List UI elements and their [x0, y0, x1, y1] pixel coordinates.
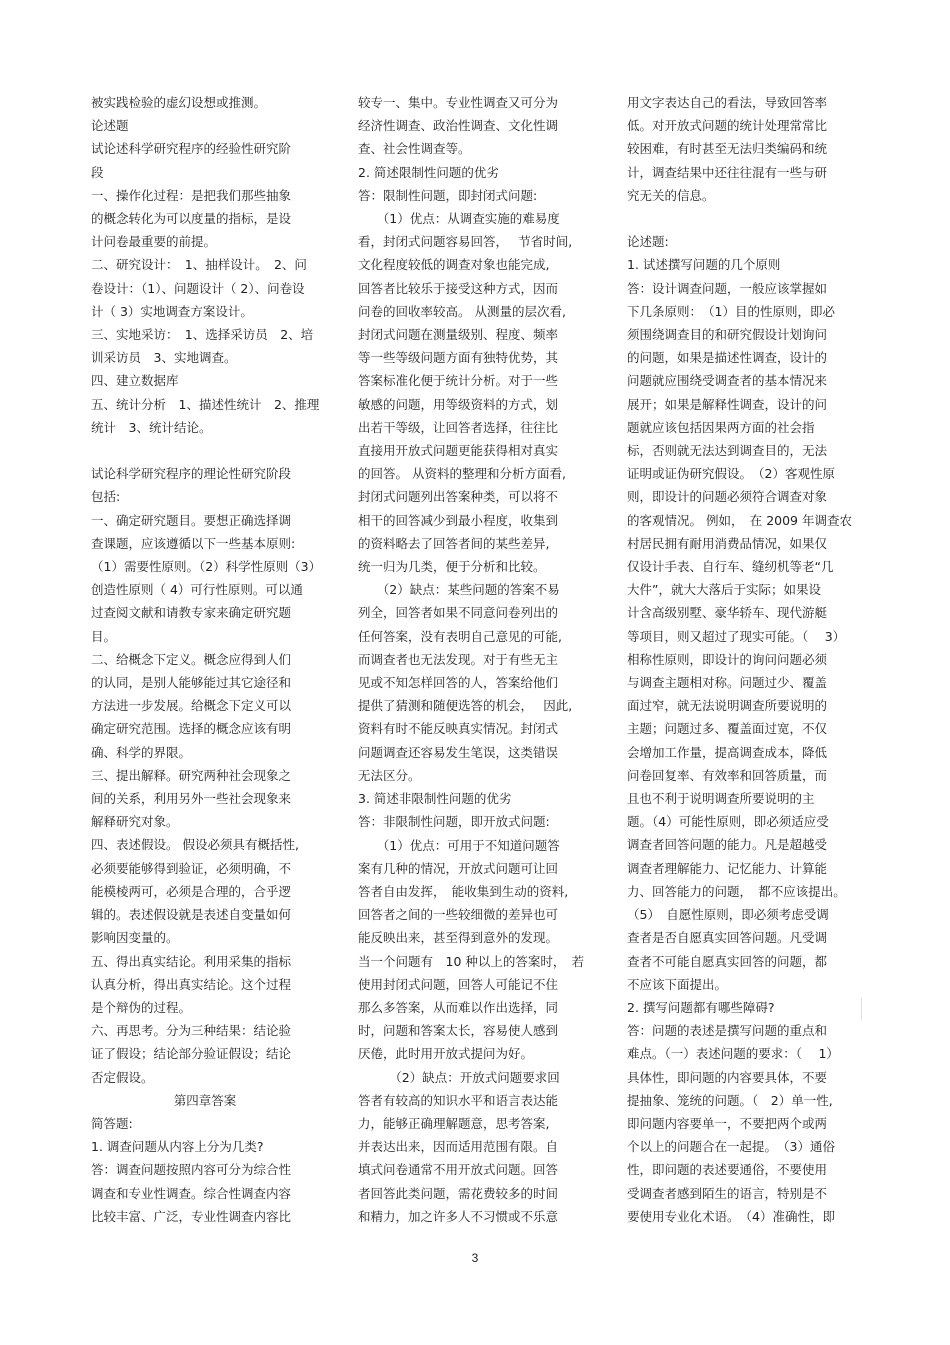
text-line: 方法进一步发展。给概念下定义可以 — [91, 698, 292, 714]
text-line: 主题；问题过多、覆盖面过宽，不仅 — [627, 721, 828, 737]
text-line: 创造性原则（ 4）可行性原则。可以通 — [91, 582, 303, 598]
text-line: 相干的回答减少到最小程度，收集到 — [358, 512, 559, 528]
text-line: 统计 3、统计结论。 — [91, 419, 212, 435]
text-line: 用文字表达自己的看法，导致回答率 — [627, 95, 828, 110]
text-line: 答：调查问题按照内容可分为综合性 — [91, 1162, 292, 1178]
text-line — [627, 207, 861, 230]
text-line: 敏感的问题，用等级资料的方式，划 — [358, 396, 559, 412]
text-line: 看，封闭式问题容易回答， 节省时间, — [358, 234, 573, 250]
text-line: 个以上的问题合在一起提。 （3）通俗 — [627, 1139, 835, 1155]
text-line: 调查者回答问题的能力。凡是超越受 — [627, 837, 828, 853]
text-line: 影响因变量的。 — [91, 930, 179, 946]
text-line: 低。对开放式问题的统计处理常常比 — [627, 118, 828, 134]
text-line: 问题调查还容易发生笔误，这类错误 — [358, 744, 559, 760]
text-line: 封闭式问题在测量级别、程度、频率 — [358, 327, 559, 343]
text-line: 答：问题的表述是撰写问题的重点和 — [627, 1023, 828, 1039]
text-line: （1）优点：可用于不知道问题答 — [358, 837, 560, 853]
text-line: 要使用专业化术语。 （4）准确性，即 — [627, 1208, 835, 1224]
text-line: 卷设计：（1）、问题设计（ 2）、问卷设 — [91, 280, 305, 296]
text-line: 任何答案，没有表明自己意见的可能, — [358, 628, 562, 644]
text-line: 证了假设；结论部分验证假设；结论 — [91, 1046, 292, 1062]
text-line: 四、表述假设。 假设必须具有概括性, — [91, 837, 299, 853]
text-line: 文化程度较低的调查对象也能完成, — [358, 257, 550, 273]
text-line: 1. 调查问题从内容上分为几类? — [91, 1139, 264, 1155]
text-line: 使用封闭式问题，回答人可能记不住 — [358, 976, 559, 992]
text-line: 六、再思考。分为三种结果：结论验 — [91, 1023, 292, 1039]
text-line: 回答者比较乐于接受这种方式，因而 — [358, 280, 559, 296]
text-line: 计含高级别墅、豪华轿车、现代游艇 — [627, 605, 828, 621]
text-line: 解释研究对象。 — [91, 814, 179, 830]
text-line: 查课题，应该遵循以下一些基本原则: — [91, 535, 296, 551]
text-line: 辑的。表述假设就是表述自变量如何 — [91, 907, 292, 923]
text-line: 时，问题和答案太长，容易使人感到 — [358, 1023, 559, 1039]
text-line: 究无关的信息。 — [627, 187, 715, 203]
text-line: 案有几种的情况，开放式问题可让回 — [358, 860, 559, 876]
text-line: 答：非限制性问题，即开放式问题: — [358, 814, 550, 830]
text-line: 封闭式问题列出答案种类，可以将不 — [358, 489, 559, 505]
text-line: 回答者之间的一些较细微的差异也可 — [358, 907, 559, 923]
text-line: 者回答此类问题，需花费较多的时间 — [358, 1185, 559, 1201]
text-column-right — [627, 91, 861, 1228]
text-line: 仅设计手表、自行车、缝纫机等老“几 — [627, 559, 834, 575]
text-column-middle — [358, 91, 590, 1228]
text-line: 查者不可能自愿真实回答的问题，都 — [627, 953, 828, 969]
text-line: 提抽象、笼统的问题。（ 2）单一性, — [627, 1092, 833, 1108]
text-line: 的资料略去了回答者间的某些差异, — [358, 535, 550, 551]
text-line: 见或不知怎样回答的人，答案给他们 — [358, 675, 559, 691]
text-line: 当一个问题有 10 种以上的答案时， 若 — [358, 953, 585, 969]
text-line: 统一归为几类，便于分析和比较。 — [358, 559, 546, 575]
text-line: 具体性，即问题的内容要具体，不要 — [627, 1069, 828, 1085]
text-line: 面过窄，就无法说明调查所要说明的 — [627, 698, 828, 714]
text-line: 问题就应围绕受调查者的基本情况来 — [627, 373, 828, 389]
text-line: 2. 撰写问题都有哪些障碍? — [627, 999, 775, 1015]
text-line: 力、回答能力的问题， 都不应该提出。 — [627, 883, 846, 899]
text-line: 是个辩伪的过程。 — [91, 999, 192, 1015]
text-line: 较专一、集中。专业性调查又可分为 — [358, 95, 559, 110]
text-line: 必须要能够得到验证，必须明确，不 — [91, 860, 292, 876]
text-line: 和精力，加之许多人不习惯或不乐意 — [358, 1208, 559, 1224]
text-line: 能反映出来，甚至得到意外的发现。 — [358, 930, 559, 946]
text-line: （1）优点：从调查实施的难易度 — [358, 211, 560, 227]
text-line: 的问题，如果是描述性调查，设计的 — [627, 350, 828, 366]
text-line: 直接用开放式问题更能获得相对真实 — [358, 443, 559, 459]
text-line: 的回答。 从资料的整理和分析方面看, — [358, 466, 566, 482]
text-line: 下几条原则： （1）目的性原则，即必 — [627, 303, 835, 319]
text-line: 五、得出真实结论。利用采集的指标 — [91, 953, 292, 969]
text-line: 答案标准化便于统计分析。对于一些 — [358, 373, 559, 389]
text-line: 包括: — [91, 489, 121, 505]
text-line: 简答题: — [91, 1115, 133, 1131]
text-line: 不应该下面提出。 — [627, 976, 728, 992]
text-line: 一、操作化过程：是把我们那些抽象 — [91, 187, 292, 203]
text-line: 则，即设计的问题必须符合调查对象 — [627, 489, 828, 505]
text-line: 论述题 — [91, 118, 129, 134]
text-line: 被实践检验的虚幻设想或推测。 — [91, 95, 267, 110]
text-line: 填式问卷通常不用开放式问题。回答 — [358, 1162, 559, 1178]
text-line: 厌倦，此时用开放式提问为好。 — [358, 1046, 534, 1062]
text-line: 段 — [91, 164, 104, 180]
text-line: 过查阅文献和请教专家来确定研究题 — [91, 605, 292, 621]
text-line: 答者有较高的知识水平和语言表达能 — [358, 1092, 559, 1108]
text-line: 受调查者感到陌生的语言，特别是不 — [627, 1185, 828, 1201]
text-line: 认真分析，得出真实结论。这个过程 — [91, 976, 292, 992]
text-line: 查者是否自愿真实回答问题。凡受调 — [627, 930, 828, 946]
text-line: 性，即问题的表述要通俗，不要使用 — [627, 1162, 828, 1178]
text-line: （2）缺点：开放式问题要求回 — [358, 1069, 560, 1085]
text-line: 一、确定研究题目。要想正确选择调 — [91, 512, 292, 528]
text-line: 能模棱两可，必须是合理的，合乎逻 — [91, 883, 292, 899]
page-number: 3 — [471, 1251, 479, 1265]
text-line: 五、统计分析 1、描述性统计 2、推理 — [91, 396, 320, 412]
text-line: 二、研究设计： 1、抽样设计。 2、问 — [91, 257, 307, 273]
text-line: （1）需要性原则。（2）科学性原则（3） — [91, 559, 322, 575]
text-line: 经济性调查、政治性调查、文化性调 — [358, 118, 559, 134]
faint-divider — [861, 998, 862, 1020]
text-line: 证明或证伪研究假设。 （2）客观性原 — [627, 466, 835, 482]
text-line: 题就应该包括因果两方面的社会指 — [627, 419, 815, 435]
text-line: 的概念转化为可以度量的指标，是设 — [91, 211, 292, 227]
text-line: 答：限制性问题，即封闭式问题: — [358, 187, 538, 203]
text-line: 展开；如果是解释性调查，设计的问 — [627, 396, 828, 412]
text-line: 四、建立数据库 — [91, 373, 179, 389]
text-line: 那么多答案，从而难以作出选择，同 — [358, 999, 559, 1015]
text-line: 等一些等级问题方面有独特优势，其 — [358, 350, 559, 366]
text-line: 试论述科学研究程序的经验性研究阶 — [91, 141, 292, 157]
text-line: 题。（4）可能性原则，即必须适应受 — [627, 814, 829, 830]
text-line: 调查和专业性调查。综合性调查内容 — [91, 1185, 292, 1201]
text-line: 第四章答案 — [173, 1092, 237, 1108]
text-line: 3. 简述非限制性问题的优劣 — [358, 791, 512, 807]
text-line: 会增加工作量，提高调查成本，降低 — [627, 744, 828, 760]
text-line: 标，否则就无法达到调查目的，无法 — [627, 443, 828, 459]
text-line: 三、实地采访： 1、选择采访员 2、培 — [91, 327, 314, 343]
text-line: 答：设计调查问题，一般应该掌握如 — [627, 280, 828, 296]
text-line: 列全，回答者如果不同意问卷列出的 — [358, 605, 559, 621]
text-line: 难点。（一）表述问题的要求：（ 1） — [627, 1046, 839, 1062]
text-line: 出若干等级，让回答者选择，往往比 — [358, 419, 559, 435]
text-line: 相称性原则，即设计的询问问题必须 — [627, 651, 828, 667]
text-line: 大件”，就大大落后于实际；如果设 — [627, 582, 821, 598]
text-line: 即问题内容要单一，不要把两个或两 — [627, 1115, 828, 1131]
text-line: 计，调查结果中还往往混有一些与研 — [627, 164, 828, 180]
text-line: 无法区分。 — [358, 767, 421, 783]
text-line: （5） 自愿性原则，即必须考虑受调 — [627, 907, 829, 923]
text-line: 的认同，是别人能够能过其它途径和 — [91, 675, 292, 691]
text-line: 而调查者也无法发现。对于有些无主 — [358, 651, 559, 667]
text-line: 论述题: — [627, 234, 669, 250]
text-line: 且也不利于说明调查所要说明的主 — [627, 791, 815, 807]
text-line: 查、社会性调查等。 — [358, 141, 471, 157]
text-line: 调查者理解能力、记忆能力、计算能 — [627, 860, 828, 876]
text-line: 计问卷最重要的前提。 — [91, 234, 217, 250]
text-line: 等项目，则又超过了现实可能。（ 3） — [627, 628, 846, 644]
text-line: 确、科学的界限。 — [91, 744, 192, 760]
text-line: 比较丰富、广泛，专业性调查内容比 — [91, 1208, 292, 1224]
text-line: 并表达出来，因而适用范围有限。自 — [358, 1139, 559, 1155]
text-line: 确定研究范围。选择的概念应该有明 — [91, 721, 292, 737]
text-column-left — [91, 91, 322, 1228]
text-line — [91, 439, 319, 462]
text-line: 2. 简述限制性问题的优劣 — [358, 164, 499, 180]
text-line: 计（ 3）实地调查方案设计。 — [91, 303, 253, 319]
text-line: 提供了猜测和随便选答的机会， 因此, — [358, 698, 573, 714]
text-line: 村居民拥有耐用消费品情况，如果仅 — [627, 535, 828, 551]
text-line: 较困难，有时甚至无法归类编码和统 — [627, 141, 828, 157]
text-line: 资料有时不能反映真实情况。封闭式 — [358, 721, 559, 737]
text-line: 训采访员 3、实地调查。 — [91, 350, 237, 366]
text-line: （2）缺点：某些问题的答案不易 — [358, 582, 560, 598]
text-line: 二、给概念下定义。概念应得到人们 — [91, 651, 292, 667]
text-line: 间的关系，利用另外一些社会现象来 — [91, 791, 292, 807]
text-line: 目。 — [91, 628, 117, 644]
text-line: 力，能够正确理解题意，思考答案, — [358, 1115, 550, 1131]
text-line: 否定假设。 — [91, 1069, 154, 1085]
text-line: 与调查主题相对称。问题过少、覆盖 — [627, 675, 828, 691]
text-line: 问卷回复率、有效率和回答质量，而 — [627, 767, 828, 783]
text-line: 的客观情况。 例如， 在 2009 年调查农 — [627, 512, 852, 528]
text-line: 问卷的回收率较高。 从测量的层次看, — [358, 303, 566, 319]
text-line: 须围绕调查目的和研究假设计划询问 — [627, 327, 828, 343]
text-line: 三、提出解释。研究两种社会现象之 — [91, 767, 292, 783]
text-line: 试论科学研究程序的理论性研究阶段 — [91, 466, 292, 482]
text-line: 1. 试述撰写问题的几个原则 — [627, 257, 781, 273]
text-line: 答者自由发挥， 能收集到生动的资料, — [358, 883, 569, 899]
